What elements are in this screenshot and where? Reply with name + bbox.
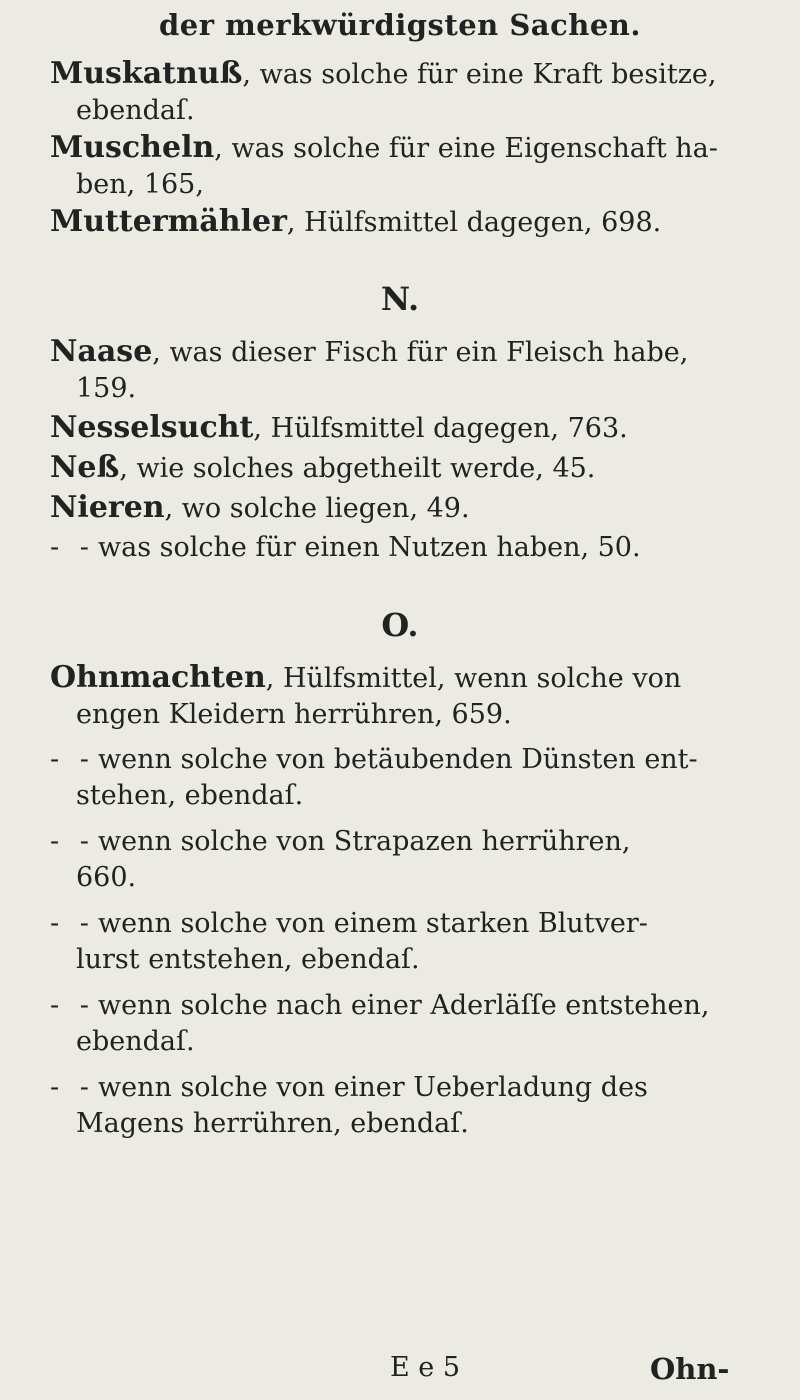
index-entry	[50, 334, 765, 407]
index-entry	[50, 410, 765, 447]
entry-continuation: ebendaſ.	[76, 95, 195, 126]
index-entry	[50, 56, 765, 129]
entry-headword: Muttermähler	[50, 204, 287, 239]
index-entry	[50, 204, 765, 241]
index-subentry	[50, 530, 765, 566]
ditto-dash: - -	[50, 990, 95, 1021]
ditto-dash: - -	[50, 1072, 95, 1103]
entry-headword: Ohnmachten	[50, 660, 266, 695]
entry-text: wenn solche von einer Ueberladung des	[98, 1072, 648, 1103]
entry-continuation: ben, 165,	[76, 169, 204, 200]
entry-text: , Hülfsmittel dagegen, 698.	[286, 207, 662, 238]
entry-headword: Muskatnuß	[50, 56, 243, 91]
ditto-dash: - -	[50, 532, 95, 563]
section-letter-o: O.	[381, 606, 419, 644]
running-header: der merkwürdigsten Sachen.	[159, 8, 641, 42]
entry-headword: Naase	[50, 334, 153, 369]
entry-continuation: stehen, ebendaſ.	[76, 780, 304, 811]
entry-continuation: 660.	[76, 862, 137, 893]
ditto-dash: - -	[50, 826, 95, 857]
ditto-dash: - -	[50, 908, 95, 939]
entry-continuation: Magens herrühren, ebendaſ.	[76, 1108, 469, 1139]
ditto-dash: - -	[50, 744, 95, 775]
entry-continuation: ebendaſ.	[76, 1026, 195, 1057]
index-subentry	[50, 906, 765, 978]
entry-text: wenn solche von Strapazen herrühren,	[98, 826, 631, 857]
entry-text: wenn solche nach einer Aderläſſe entstehen,	[98, 990, 710, 1021]
entry-text: , Hülfsmittel, wenn solche von	[265, 663, 682, 694]
entry-text: wenn solche von einem starken Blutver-	[98, 908, 648, 939]
index-entry	[50, 130, 765, 203]
entry-text: , wie solches abgetheilt werde, 45.	[119, 453, 596, 484]
entry-text: was solche für einen Nutzen haben, 50.	[98, 532, 641, 563]
entry-text: wenn solche von betäubenden Dünsten ent-	[98, 744, 698, 775]
index-subentry	[50, 742, 765, 814]
index-entry	[50, 660, 765, 733]
entry-headword: Nesselsucht	[50, 410, 254, 445]
index-subentry	[50, 1070, 765, 1142]
entry-continuation: 159.	[76, 373, 137, 404]
entry-text: , wo solche liegen, 49.	[164, 493, 470, 524]
catchword: Ohn-	[650, 1352, 730, 1386]
index-subentry	[50, 988, 765, 1060]
entry-text: , was solche für eine Eigenschaft ha-	[214, 133, 718, 164]
entry-headword: Neß	[50, 450, 120, 485]
index-entry	[50, 450, 765, 487]
index-subentry	[50, 824, 765, 896]
entry-headword: Muscheln	[50, 130, 215, 165]
entry-text: , was solche für eine Kraft besitze,	[242, 59, 717, 90]
entry-headword: Nieren	[50, 490, 165, 525]
entry-text: , was dieser Fisch für ein Fleisch habe,	[152, 337, 689, 368]
index-entry	[50, 490, 765, 527]
section-letter-n: N.	[380, 280, 420, 318]
signature-mark: E e 5	[390, 1352, 461, 1383]
entry-continuation: lurst entstehen, ebendaſ.	[76, 944, 420, 975]
entry-text: , Hülfsmittel dagegen, 763.	[253, 413, 628, 444]
entry-continuation: engen Kleidern herrühren, 659.	[76, 699, 512, 730]
